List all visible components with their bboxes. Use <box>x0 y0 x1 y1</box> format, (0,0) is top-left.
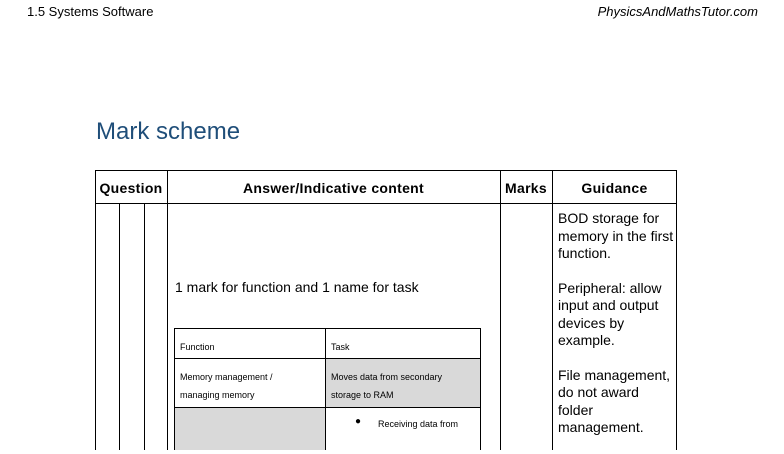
question-subcol-divider <box>144 204 145 450</box>
col-divider <box>500 170 501 450</box>
header-site-name: PhysicsAndMathsTutor.com <box>597 4 758 19</box>
column-header-guidance: Guidance <box>581 180 648 196</box>
question-subcol-divider <box>119 204 120 450</box>
col-divider <box>167 170 168 450</box>
guidance-notes <box>558 210 676 454</box>
inner-row-divider <box>174 358 481 359</box>
guidance-note: Peripheral: allow input and output devices by example. <box>558 279 662 348</box>
column-header-question: Question <box>99 180 163 196</box>
inner-header-task: Task <box>331 342 350 352</box>
column-header-answer: Answer/Indicative content <box>243 180 424 196</box>
function-cell: Memory management / managing memory <box>180 372 273 400</box>
header-section-label: 1.5 Systems Software <box>27 4 154 19</box>
task-cell: Moves data from secondary storage to RAM <box>331 372 443 400</box>
header-row-divider <box>95 203 677 204</box>
task-cell: Receiving data from <box>378 419 459 429</box>
guidance-note: BOD storage for memory in the first function. <box>558 210 674 261</box>
inner-header-function: Function <box>180 342 215 352</box>
column-header-marks: Marks <box>505 180 547 196</box>
page-title: Mark scheme <box>96 118 241 145</box>
answer-intro-text: 1 mark for function and 1 name for task <box>175 279 419 295</box>
inner-col-divider <box>325 328 326 450</box>
inner-row-divider <box>174 407 481 408</box>
guidance-note: File management, do not award folder management. <box>558 366 671 435</box>
col-divider <box>552 170 553 450</box>
bullet-dot: ● <box>355 416 362 427</box>
